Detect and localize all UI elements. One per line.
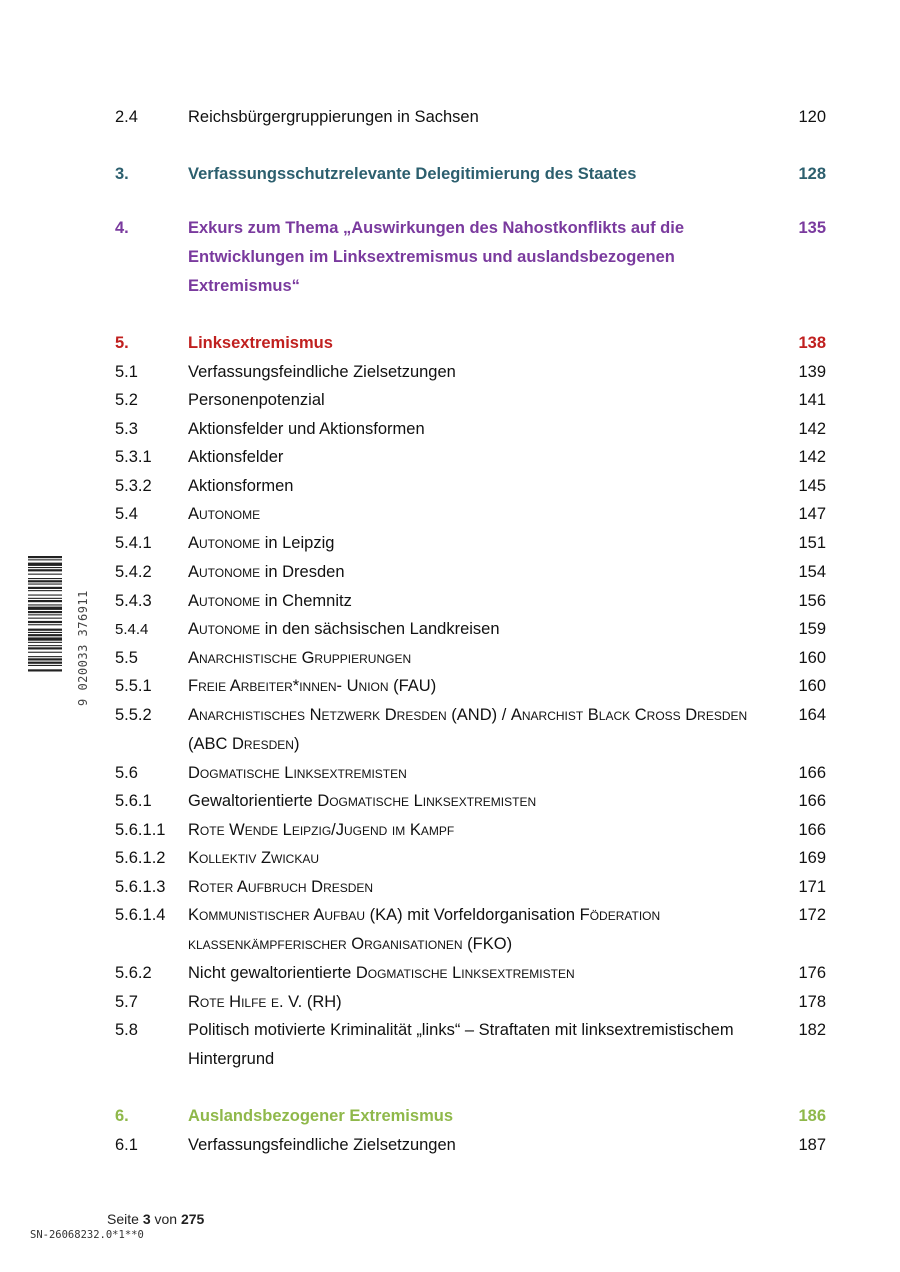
toc-entry-page: 139 bbox=[798, 363, 826, 381]
barcode-bar bbox=[28, 578, 62, 579]
toc-entry-title: Aktionsfelder bbox=[188, 448, 284, 466]
toc-entry-title: Autonome bbox=[188, 505, 261, 523]
toc-entry-title: Roter Aufbruch Dresden bbox=[188, 878, 374, 896]
toc-entry-number: 5.1 bbox=[115, 363, 138, 381]
toc-entry-number: 5.5.1 bbox=[115, 677, 152, 695]
barcode-bar bbox=[28, 590, 62, 591]
barcode-bar bbox=[28, 665, 62, 666]
total-pages: 275 bbox=[180, 1211, 205, 1227]
toc-entry-number: 5.3 bbox=[115, 420, 138, 438]
toc-entry-page: 178 bbox=[798, 993, 826, 1011]
barcode-bar bbox=[28, 580, 62, 582]
toc-entry-number: 6. bbox=[115, 1107, 129, 1125]
toc-entry-page: 171 bbox=[798, 878, 826, 896]
toc-entry-page: 160 bbox=[798, 677, 826, 695]
toc-entry-page: 128 bbox=[798, 165, 826, 183]
barcode-bar bbox=[28, 584, 62, 585]
toc-entry-title: Nicht gewaltorientierte Dogmatische Linksextremisten bbox=[188, 964, 575, 982]
toc-entry-number: 5.6.2 bbox=[115, 964, 152, 982]
toc-entry-page: 176 bbox=[798, 964, 826, 982]
toc-entry-number: 6.1 bbox=[115, 1136, 138, 1154]
barcode-bar bbox=[28, 604, 62, 605]
toc-entry-title: Dogmatische Linksextremisten bbox=[188, 764, 407, 782]
barcode-bar bbox=[28, 637, 62, 640]
toc-entry-number: 5.6.1.3 bbox=[115, 878, 166, 896]
barcode-bar bbox=[28, 642, 62, 643]
toc-entry-title: Anarchistisches Netzwerk Dresden (AND) / Anarchist Black Cross Dresden (ABC Dresden) bbox=[188, 706, 748, 753]
toc-entry-title: Aktionsfelder und Aktionsformen bbox=[188, 420, 425, 438]
toc-entry-number: 4. bbox=[115, 219, 129, 237]
toc-entry-number: 5.8 bbox=[115, 1021, 138, 1039]
toc-entry-title: Autonome in Dresden bbox=[188, 563, 345, 581]
toc-entry-number: 5.2 bbox=[115, 391, 138, 409]
barcode-bar bbox=[28, 607, 62, 610]
toc-entry-page: 159 bbox=[798, 620, 826, 638]
barcode-bar bbox=[28, 658, 62, 660]
toc-entry-page: 186 bbox=[798, 1107, 826, 1125]
toc-entry-page: 182 bbox=[798, 1021, 826, 1039]
toc-entry-number: 5.3.2 bbox=[115, 477, 152, 495]
toc-entry-title: Reichsbürgergruppierungen in Sachsen bbox=[188, 108, 479, 126]
barcode-bar bbox=[28, 611, 62, 613]
toc-entry-page: 142 bbox=[798, 448, 826, 466]
toc-entry-page: 151 bbox=[798, 534, 826, 552]
toc-entry-page: 138 bbox=[798, 334, 826, 352]
toc-entry-number: 5.4.1 bbox=[115, 534, 152, 552]
barcode-bar bbox=[28, 656, 62, 657]
toc-entry-number: 3. bbox=[115, 165, 129, 183]
toc-entry-title: Verfassungsschutzrelevante Delegitimierung des Staates bbox=[188, 165, 637, 183]
barcode-bar bbox=[28, 618, 62, 619]
toc-entry-page: 166 bbox=[798, 821, 826, 839]
toc-entry-page: 187 bbox=[798, 1136, 826, 1154]
barcode-bar bbox=[28, 567, 62, 568]
toc-entry-number: 5.6.1.2 bbox=[115, 849, 166, 867]
barcode-bar bbox=[28, 629, 62, 631]
barcode-bar bbox=[28, 614, 62, 615]
barcode-bar bbox=[28, 587, 62, 589]
toc-entry-title: Rote Wende Leipzig/Jugend im Kampf bbox=[188, 821, 455, 839]
barcode-bar bbox=[28, 574, 62, 575]
barcode-bar bbox=[28, 669, 62, 671]
barcode-bar bbox=[28, 563, 62, 566]
toc-entry-number: 5.5.2 bbox=[115, 706, 152, 724]
toc-entry-page: 160 bbox=[798, 649, 826, 667]
toc-entry-page: 166 bbox=[798, 792, 826, 810]
toc-entry-title: Kommunistischer Aufbau (KA) mit Vorfeldorganisation Föderation klassenkämpferischer Organisationen (FKO) bbox=[188, 906, 661, 953]
barcode-bar bbox=[28, 662, 62, 664]
page-footer: Seite 3 von 275 bbox=[107, 1211, 205, 1227]
barcode-bar bbox=[28, 556, 62, 558]
toc-entry-page: 156 bbox=[798, 592, 826, 610]
toc-entry-number: 5.6.1.1 bbox=[115, 821, 166, 839]
toc-entry-number: 5. bbox=[115, 334, 129, 352]
toc-entry-number: 5.4.3 bbox=[115, 592, 152, 610]
toc-entry-page: 120 bbox=[798, 108, 826, 126]
toc-entry-title: Kollektiv Zwickau bbox=[188, 849, 320, 867]
toc-entry-page: 154 bbox=[798, 563, 826, 581]
current-page: 3 bbox=[142, 1211, 151, 1227]
toc-entry-number: 5.6 bbox=[115, 764, 138, 782]
barcode-bar bbox=[28, 652, 62, 653]
toc-entry-title: Autonome in Chemnitz bbox=[188, 592, 352, 610]
toc-entry-page: 164 bbox=[798, 706, 826, 724]
toc-entry-title: Politisch motivierte Kriminalität „links“ – Straftaten mit linksextremistischem Hintergrund bbox=[188, 1021, 734, 1068]
toc-entry-title: Rote Hilfe e. V. (RH) bbox=[188, 993, 342, 1011]
toc-entry-title: Aktionsformen bbox=[188, 477, 294, 495]
barcode-bar bbox=[28, 595, 62, 596]
toc-entry-number: 5.6.1 bbox=[115, 792, 152, 810]
toc-entry-page: 142 bbox=[798, 420, 826, 438]
barcode-bar bbox=[28, 600, 62, 602]
toc-entry-page: 147 bbox=[798, 505, 826, 523]
toc-entry-title: Exkurs zum Thema „Auswirkungen des Nahostkonflikts auf die Entwicklungen im Linksextremismus und auslandsbezogenen Extremismus“ bbox=[188, 219, 685, 295]
barcode-bar bbox=[28, 645, 62, 646]
toc-entry-title: Gewaltorientierte Dogmatische Linksextremisten bbox=[188, 792, 537, 810]
toc-entry-page: 145 bbox=[798, 477, 826, 495]
barcode-bar bbox=[28, 621, 62, 623]
barcode-bar bbox=[28, 647, 62, 649]
toc-entry-number: 5.5 bbox=[115, 649, 138, 667]
toc-entry-title: Anarchistische Gruppierungen bbox=[188, 649, 412, 667]
barcode-bar bbox=[28, 624, 62, 625]
toc-entry-title: Auslandsbezogener Extremismus bbox=[188, 1107, 453, 1125]
barcode-digits: 9 020033 376911 bbox=[76, 590, 90, 706]
toc-entry-title: Autonome in den sächsischen Landkreisen bbox=[188, 620, 500, 638]
toc-entry-title: Verfassungsfeindliche Zielsetzungen bbox=[188, 1136, 456, 1154]
toc-entry-title: Linksextremismus bbox=[188, 334, 333, 352]
toc-entry-number: 5.3.1 bbox=[115, 448, 152, 466]
toc-entry-page: 166 bbox=[798, 764, 826, 782]
toc-entry-number: 5.4.2 bbox=[115, 563, 152, 581]
toc-entry-page: 169 bbox=[798, 849, 826, 867]
toc-entry-number: 5.4.4 bbox=[115, 621, 149, 638]
toc-entry-number: 5.4 bbox=[115, 505, 138, 523]
barcode-bar bbox=[28, 634, 62, 636]
barcode-bar bbox=[28, 598, 62, 599]
barcode-bar bbox=[28, 559, 62, 560]
barcode-bar bbox=[28, 569, 62, 571]
toc-entry-page: 135 bbox=[798, 219, 826, 237]
toc-entry-page: 141 bbox=[798, 391, 826, 409]
toc-entry-number: 5.6.1.4 bbox=[115, 906, 166, 924]
toc-entry-title: Freie Arbeiter*innen- Union (FAU) bbox=[188, 677, 437, 695]
toc-entry-title: Autonome in Leipzig bbox=[188, 534, 335, 552]
toc-entry-title: Verfassungsfeindliche Zielsetzungen bbox=[188, 363, 456, 381]
toc-entry-number: 5.7 bbox=[115, 993, 138, 1011]
document-id: SN-26068232.0*1**0 bbox=[30, 1229, 144, 1241]
toc-entry-number: 2.4 bbox=[115, 108, 138, 126]
toc-entry-page: 172 bbox=[798, 906, 826, 924]
toc-entry-title: Personenpotenzial bbox=[188, 391, 325, 409]
barcode-bar bbox=[28, 632, 62, 633]
